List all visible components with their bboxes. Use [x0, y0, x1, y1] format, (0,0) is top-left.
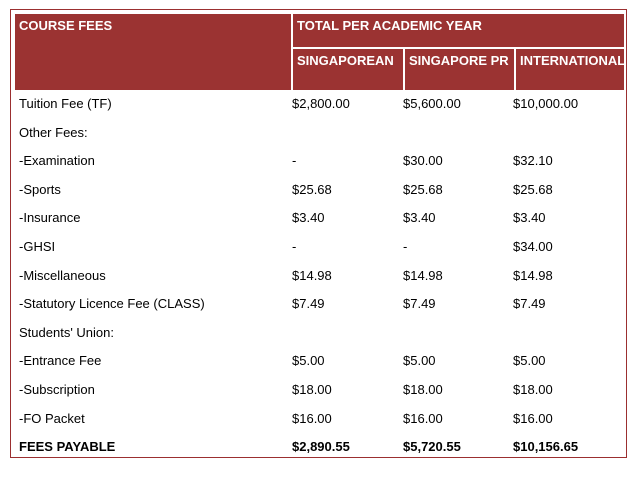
- header-singaporean: SINGAPOREAN: [293, 49, 403, 90]
- international-value: $7.49: [513, 296, 546, 312]
- table-row: [11, 233, 626, 262]
- row-label: Other Fees:: [19, 124, 88, 140]
- international-total: $10,156.65: [513, 439, 579, 455]
- row-label: -Entrance Fee: [19, 353, 102, 369]
- row-label: -GHSI: [19, 238, 56, 254]
- singaporean-value: $3.40: [292, 210, 325, 226]
- table-row: [11, 204, 626, 233]
- table-row: [11, 147, 626, 176]
- table-row: [11, 405, 626, 434]
- singaporean-value: -: [292, 238, 297, 254]
- singapore-pr-value: $16.00: [403, 410, 443, 426]
- singapore-pr-value: $5.00: [403, 353, 436, 369]
- table-row: [11, 319, 626, 348]
- header-singapore-pr: SINGAPORE PR: [405, 49, 514, 90]
- table-row: [11, 290, 626, 319]
- table-row: [11, 376, 626, 405]
- header-total-per-academic-year: TOTAL PER ACADEMIC YEAR: [293, 14, 624, 47]
- table-row: [11, 90, 626, 119]
- international-value: $3.40: [513, 210, 546, 226]
- fees-payable-row: [11, 433, 626, 462]
- singaporean-value: $16.00: [292, 410, 332, 426]
- singaporean-value: -: [292, 153, 297, 169]
- row-label: -FO Packet: [19, 410, 85, 426]
- singapore-pr-value: $30.00: [403, 153, 443, 169]
- fee-rows: [11, 90, 626, 462]
- singaporean-value: $5.00: [292, 353, 325, 369]
- singapore-pr-value: -: [403, 238, 408, 254]
- international-value: $10,000.00: [513, 96, 579, 111]
- header-course-fees: COURSE FEES: [15, 14, 291, 90]
- singaporean-total: $2,890.55: [292, 439, 350, 455]
- singaporean-value: $25.68: [292, 181, 332, 197]
- international-value: $18.00: [513, 381, 553, 397]
- international-value: $5.00: [513, 353, 546, 369]
- singapore-pr-value: $14.98: [403, 267, 443, 283]
- singapore-pr-value: $3.40: [403, 210, 436, 226]
- row-label: -Examination: [19, 153, 95, 169]
- row-label: -Insurance: [19, 210, 81, 226]
- row-label: -Sports: [19, 181, 61, 197]
- course-fees-table: [10, 9, 627, 458]
- row-label: Students' Union:: [19, 324, 114, 340]
- singapore-pr-value: $7.49: [403, 296, 436, 312]
- header-international: INTERNATIONAL: [516, 49, 624, 90]
- singaporean-value: $2,800.00: [292, 96, 350, 111]
- singapore-pr-value: $5,600.00: [403, 96, 461, 111]
- table-row: [11, 262, 626, 291]
- row-label: -Subscription: [19, 381, 95, 397]
- international-value: $25.68: [513, 181, 553, 197]
- singaporean-value: $18.00: [292, 381, 332, 397]
- international-value: $32.10: [513, 153, 553, 169]
- table-row: [11, 119, 626, 148]
- international-value: $16.00: [513, 410, 553, 426]
- table-row: [11, 347, 626, 376]
- singapore-pr-value: $25.68: [403, 181, 443, 197]
- singapore-pr-value: $18.00: [403, 381, 443, 397]
- row-label: FEES PAYABLE: [19, 439, 116, 455]
- international-value: $34.00: [513, 238, 553, 254]
- singaporean-value: $7.49: [292, 296, 325, 312]
- singapore-pr-total: $5,720.55: [403, 439, 461, 455]
- international-value: $14.98: [513, 267, 553, 283]
- table-row: [11, 176, 626, 205]
- row-label: Tuition Fee (TF): [19, 96, 112, 111]
- row-label: -Miscellaneous: [19, 267, 106, 283]
- row-label: -Statutory Licence Fee (CLASS): [19, 296, 205, 312]
- singaporean-value: $14.98: [292, 267, 332, 283]
